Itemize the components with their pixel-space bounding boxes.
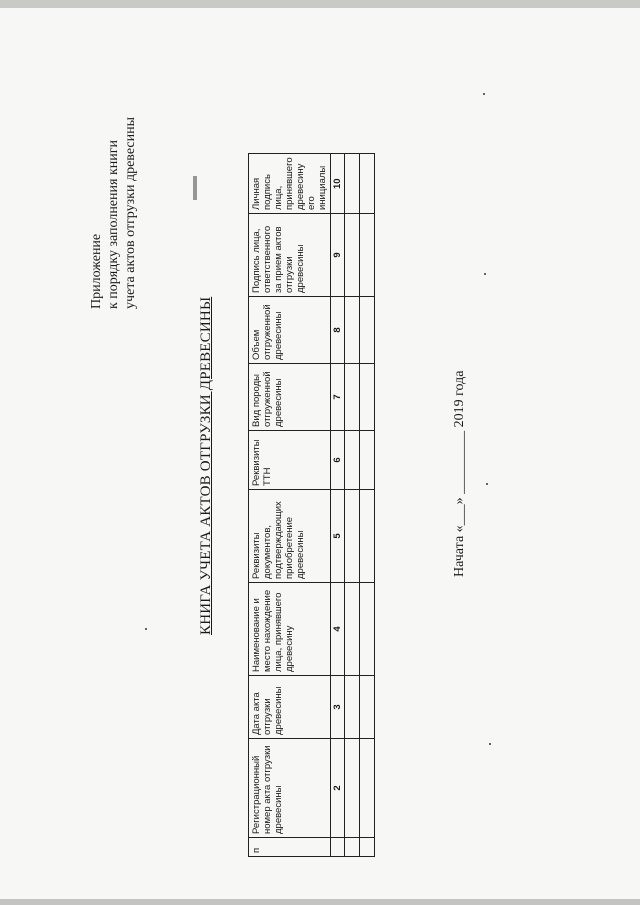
table-cell — [345, 583, 360, 676]
number-cell — [331, 838, 345, 857]
table-cell — [345, 214, 360, 297]
table-cell — [360, 364, 375, 431]
number-cell: 2 — [331, 739, 345, 838]
number-cell: 4 — [331, 583, 345, 676]
appendix-line-3: учета актов отгрузки древесины — [123, 117, 138, 309]
header-cell: Дата акта отгрузки древесины — [249, 676, 331, 739]
table-number-row — [331, 154, 345, 857]
header-cell: Объем отгруженной древесины — [249, 297, 331, 364]
table-cell — [360, 490, 375, 583]
header-cell: Вид породы отгруженной древесины — [249, 364, 331, 431]
header-cell: Подпись лица, ответственного за прием актов отгрузки древесины — [249, 214, 331, 297]
scan-speck — [489, 743, 491, 745]
start-date-line: Начата «___» _________ 2019 года — [452, 370, 467, 577]
header-cell: Наименование и место нахождение лица, принявшего древесину — [249, 583, 331, 676]
table-cell — [345, 676, 360, 739]
table-cell — [360, 431, 375, 490]
header-cell: Регистрационный номер акта отгрузки древесины — [249, 739, 331, 838]
document-title: КНИГА УЧЕТА АКТОВ ОТГРУЗКИ ДРЕВЕСИНЫ — [198, 296, 214, 635]
table-cell — [360, 297, 375, 364]
scan-speck — [145, 628, 147, 630]
table-cell — [345, 364, 360, 431]
table-cell — [345, 490, 360, 583]
appendix-line-2: к порядку заполнения книги — [106, 140, 121, 309]
number-cell: 7 — [331, 364, 345, 431]
header-cell: п — [249, 838, 331, 857]
appendix-line-1: Приложение — [89, 233, 104, 309]
scan-speck — [484, 273, 486, 275]
table-cell — [360, 838, 375, 857]
number-cell: 8 — [331, 297, 345, 364]
number-cell: 10 — [331, 154, 345, 214]
stamp-mark — [193, 176, 197, 200]
table-cell — [345, 431, 360, 490]
table-cell — [345, 154, 360, 214]
header-cell: Реквизиты ТТН — [249, 431, 331, 490]
number-cell: 5 — [331, 490, 345, 583]
table-cell — [360, 676, 375, 739]
table-cell — [360, 739, 375, 838]
table-row — [360, 154, 375, 857]
table-cell — [345, 838, 360, 857]
scan-speck — [486, 483, 488, 485]
table-cell — [345, 739, 360, 838]
scan-speck — [483, 93, 485, 95]
table-cell — [360, 583, 375, 676]
header-cell: Реквизиты документов, подтверждающих приобретение древесины — [249, 490, 331, 583]
register-table — [248, 153, 375, 857]
table-cell — [360, 214, 375, 297]
number-cell: 6 — [331, 431, 345, 490]
number-cell: 9 — [331, 214, 345, 297]
table-cell — [345, 297, 360, 364]
table-header-row — [249, 154, 331, 857]
appendix-note — [88, 89, 139, 309]
header-cell: Личная подпись лица, принявшего древесину его инициалы — [249, 154, 331, 214]
table-row — [345, 154, 360, 857]
table-cell — [360, 154, 375, 214]
number-cell: 3 — [331, 676, 345, 739]
